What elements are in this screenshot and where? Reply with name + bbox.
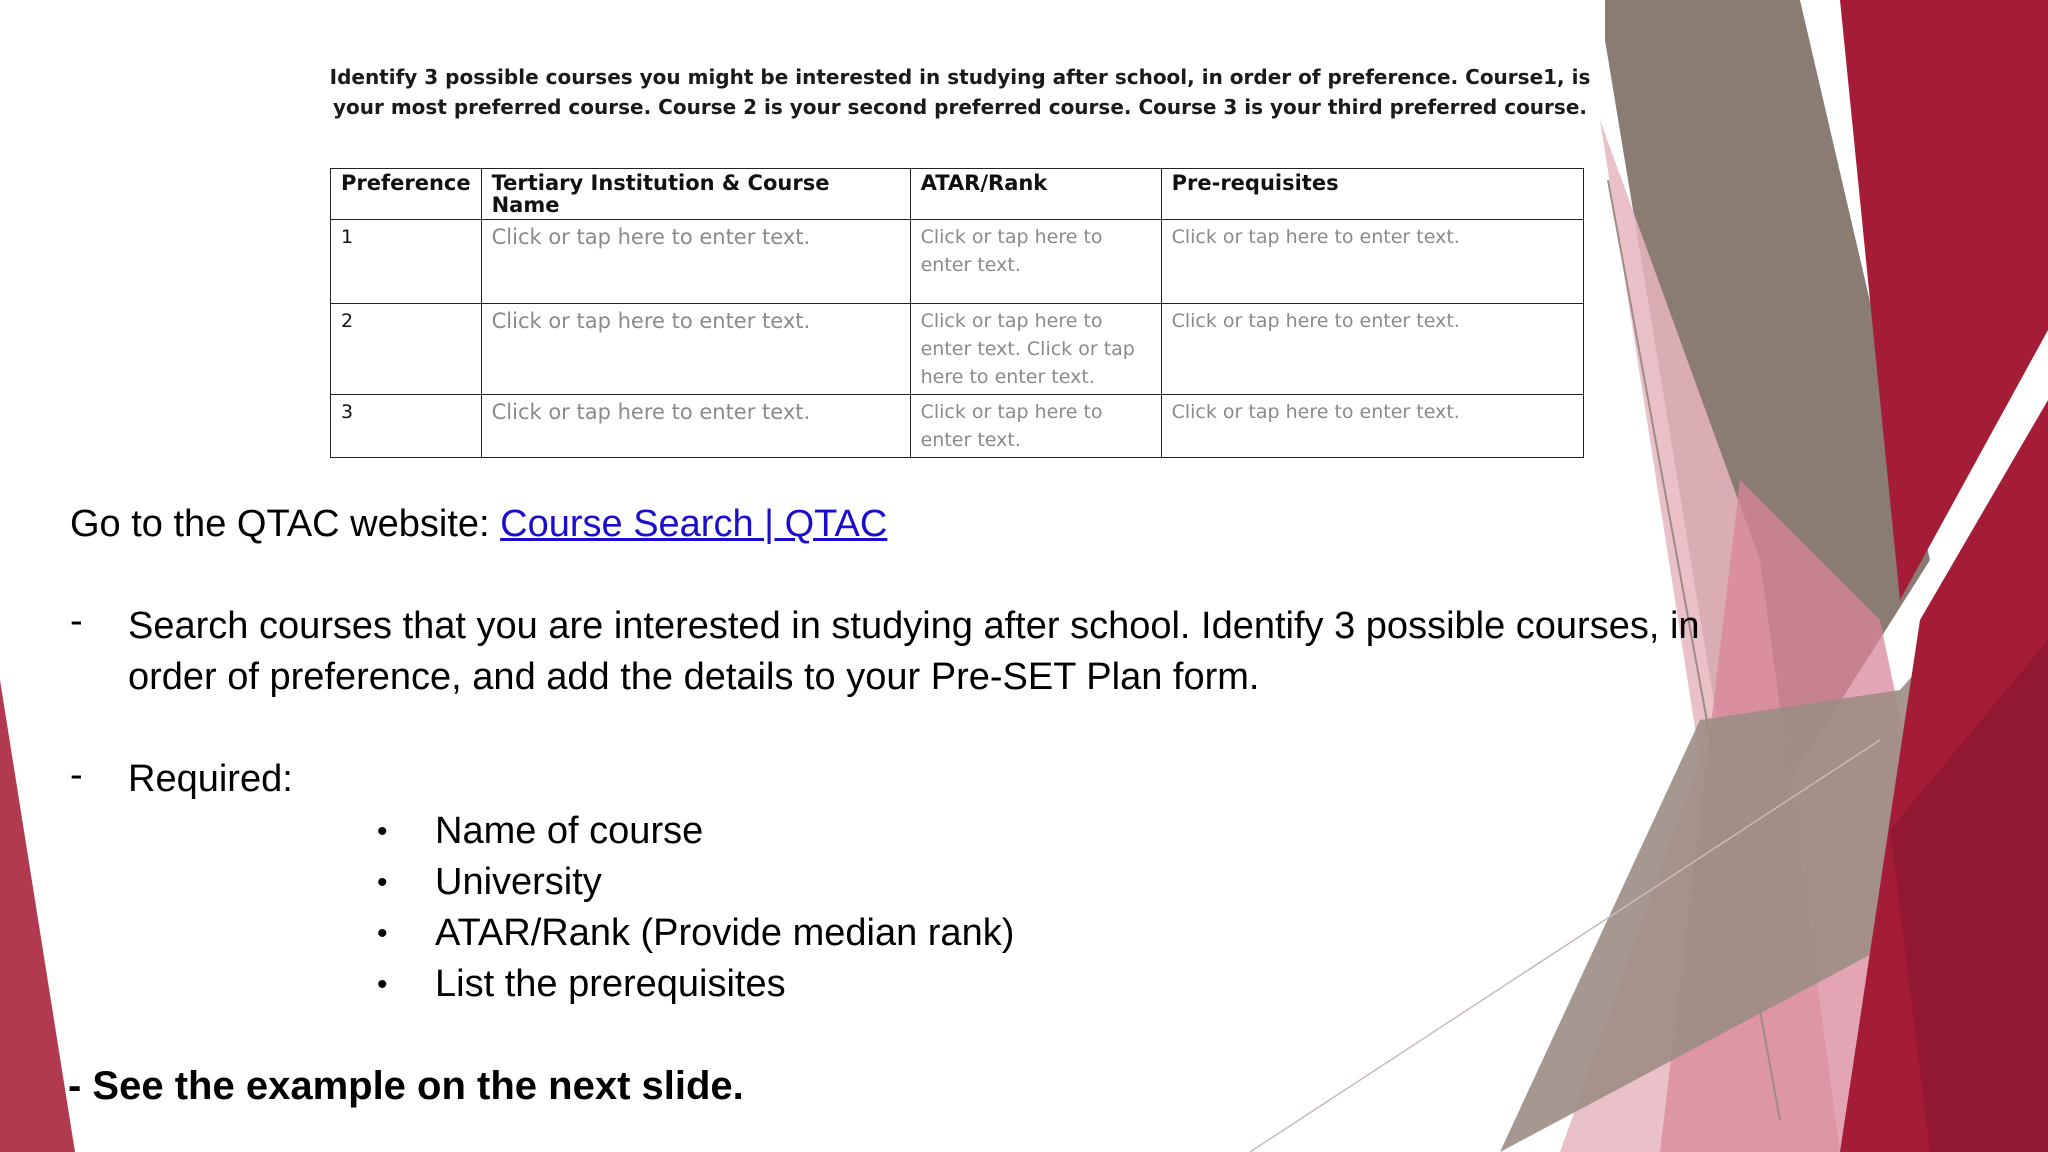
preference-number: 1: [331, 220, 482, 304]
list-item: [377, 908, 1015, 959]
bullet-icon: •: [377, 815, 388, 848]
table-row: [331, 304, 1584, 395]
prerequisites-field[interactable]: Click or tap here to enter text.: [1161, 395, 1583, 458]
search-instruction-line2: order of preference, and add the details to your Pre-SET Plan form.: [128, 656, 1260, 698]
course-name-field[interactable]: Click or tap here to enter text.: [481, 304, 910, 395]
qtac-prefix: Go to the QTAC website:: [70, 503, 490, 545]
bullet-icon: •: [377, 866, 388, 899]
required-item-label: University: [435, 861, 602, 903]
preference-number: 3: [331, 395, 482, 458]
dash-marker: -: [70, 754, 83, 796]
header-course-name: Tertiary Institution & Course Name: [481, 169, 910, 220]
header-prerequisites: Pre-requisites: [1161, 169, 1583, 220]
atar-rank-field[interactable]: Click or tap here to enter text.: [910, 220, 1161, 304]
next-slide-note: - See the example on the next slide.: [68, 1064, 744, 1108]
course-preference-table: [330, 168, 1584, 458]
preference-number: 2: [331, 304, 482, 395]
required-item-label: ATAR/Rank (Provide median rank): [435, 912, 1015, 954]
list-item: [377, 857, 602, 908]
list-item: [377, 959, 786, 1010]
table-header-row: [331, 169, 1584, 220]
table-row: [331, 395, 1584, 458]
left-crimson-shape: [0, 680, 75, 1152]
course-name-field[interactable]: Click or tap here to enter text.: [481, 395, 910, 458]
dash-marker: -: [70, 600, 83, 642]
atar-rank-field[interactable]: Click or tap here to enter text.: [910, 395, 1161, 458]
form-instructions: Identify 3 possible courses you might be interested in studying after school, in order of preference. Course1, is your most preferred course. Course 2 is your second preferred course. Course 3 is your third preferred course.: [329, 65, 1591, 119]
atar-rank-field[interactable]: Click or tap here to enter text. Click or tap here to enter text.: [910, 304, 1161, 395]
header-atar-rank: ATAR/Rank: [910, 169, 1161, 220]
screenshot-panel: [300, 0, 1605, 45]
prerequisites-field[interactable]: Click or tap here to enter text.: [1161, 220, 1583, 304]
required-item-label: Name of course: [435, 810, 704, 852]
list-item: [377, 806, 704, 857]
qtac-course-search-link[interactable]: Course Search | QTAC: [500, 503, 888, 545]
search-instruction-line1: Search courses that you are interested in studying after school. Identify 3 possible courses, in: [128, 605, 1700, 647]
course-name-field[interactable]: Click or tap here to enter text.: [481, 220, 910, 304]
required-item-label: List the prerequisites: [435, 963, 786, 1005]
prerequisites-field[interactable]: Click or tap here to enter text.: [1161, 304, 1583, 395]
table-row: [331, 220, 1584, 304]
header-preference: Preference: [331, 169, 482, 220]
bullet-icon: •: [377, 968, 388, 1001]
required-heading: Required:: [128, 758, 293, 800]
bullet-icon: •: [377, 917, 388, 950]
qtac-line: [70, 499, 887, 550]
